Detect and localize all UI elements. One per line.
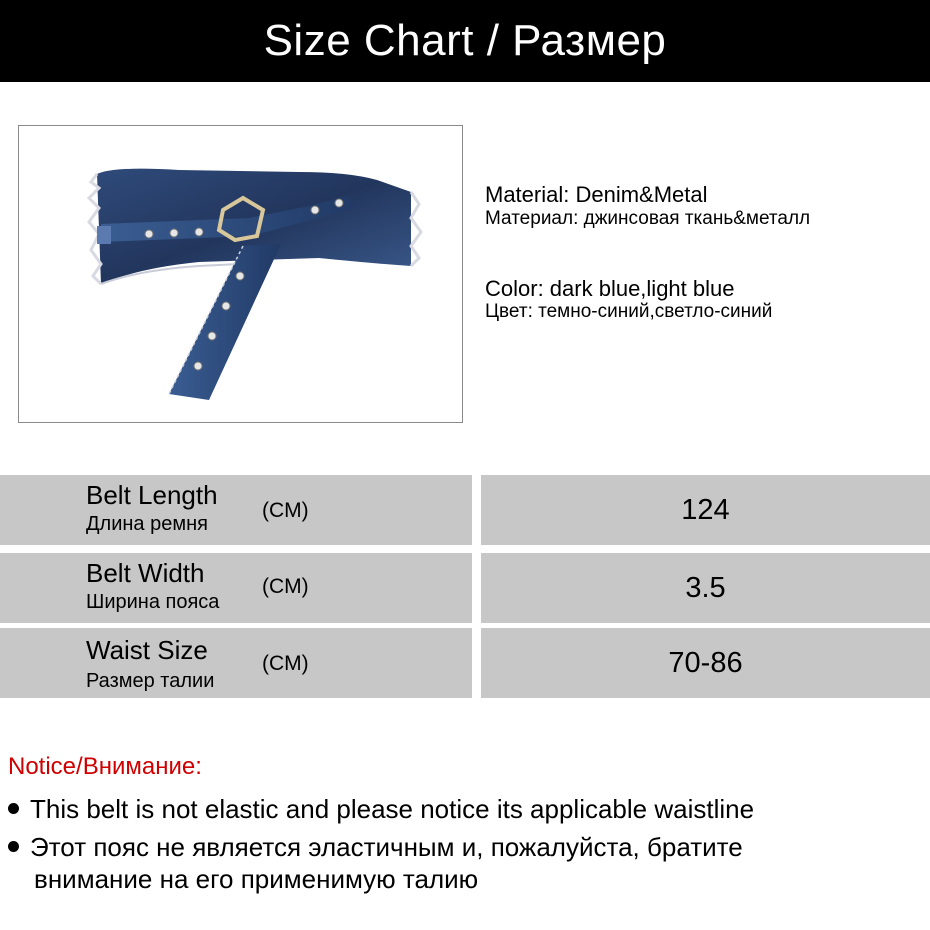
material-label-en: Material: Denim&Metal xyxy=(485,182,708,207)
row-value: 70-86 xyxy=(668,646,743,679)
row-label-en: Belt Width xyxy=(86,558,205,588)
page-title: Size Chart / Размер xyxy=(263,16,667,65)
product-photo xyxy=(18,125,463,423)
denim-belt-icon xyxy=(19,126,462,422)
size-row-value-cell xyxy=(481,475,930,545)
row-unit: (CM) xyxy=(262,652,309,675)
color-label-en: Color: dark blue,light blue xyxy=(485,276,735,301)
bullet-dot-icon xyxy=(8,841,19,852)
size-row-value-cell xyxy=(481,628,930,698)
row-label-ru: Ширина пояса xyxy=(86,591,220,613)
material-label-ru: Материал: джинсовая ткань&металл xyxy=(485,208,811,229)
row-label-en: Belt Length xyxy=(86,480,218,510)
size-row-value-cell xyxy=(481,553,930,623)
size-row-belt-length xyxy=(0,475,930,545)
size-row-label-cell xyxy=(0,628,472,698)
size-row-waist-size xyxy=(0,628,930,698)
row-unit: (CM) xyxy=(262,575,309,598)
bullet-dot-icon xyxy=(8,803,19,814)
size-row-label-cell xyxy=(0,553,472,623)
row-unit: (CM) xyxy=(262,499,309,522)
notice-text-ru-line2: внимание на его применимую талию xyxy=(34,864,479,894)
row-label-ru: Размер талии xyxy=(86,670,215,692)
row-label-en: Waist Size xyxy=(86,635,208,665)
notice-text-ru-line1: Этот пояс не является эластичным и, пожалуйста, братите xyxy=(30,832,743,862)
size-row-label-cell xyxy=(0,475,472,545)
row-value: 124 xyxy=(681,493,730,526)
size-row-belt-width xyxy=(0,553,930,623)
row-value: 3.5 xyxy=(685,571,726,604)
notice-title: Notice/Внимание: xyxy=(8,753,202,780)
color-label-ru: Цвет: темно-синий,светло-синий xyxy=(485,301,773,322)
header-bar xyxy=(0,0,930,82)
row-label-ru: Длина ремня xyxy=(86,513,208,535)
notice-text-en: This belt is not elastic and please notice its applicable waistline xyxy=(30,794,755,824)
